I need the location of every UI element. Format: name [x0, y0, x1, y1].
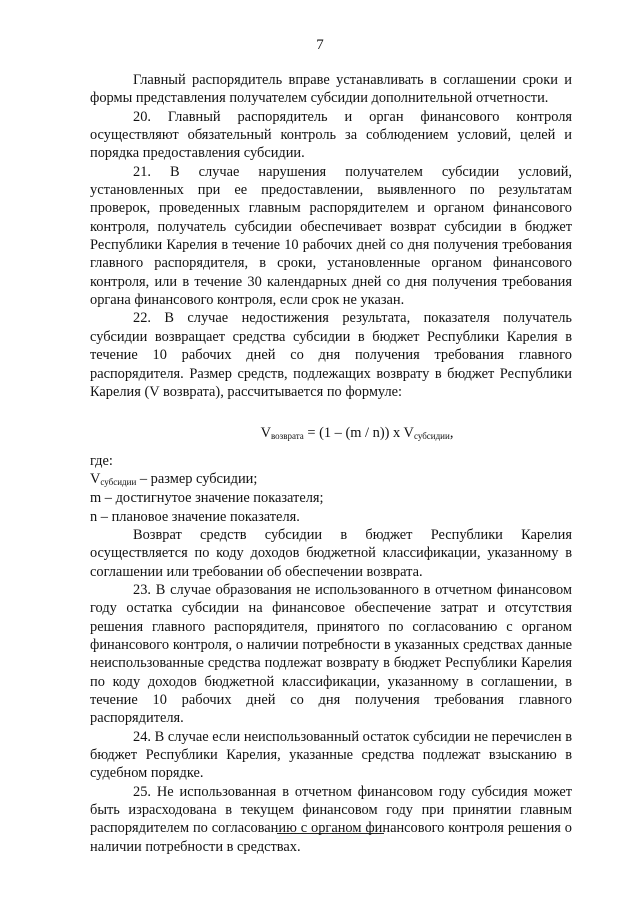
formula: [142, 424, 572, 443]
paragraph-24: 24. В случае если неиспользованный остаток субсидии не перечислен в бюджет Республики Карелия, указанные средства подлежат взысканию в судебном порядке.: [90, 728, 572, 782]
formula-tail: ,: [449, 425, 454, 442]
formula-v: V: [260, 425, 271, 442]
paragraph-22: 22. В случае недостижения результата, показателя получатель субсидии возвращает средства субсидии в бюджет Республики Карелия в течение 10 рабочих дней со дня получения требования главного распорядителя. Размер средств, подлежащих возврату в бюджет Республики Карелия (V возврата), рассчитывается по формуле:: [90, 310, 572, 400]
paragraph-23: 23. В случае образования не использованного в отчетном финансовом году остатка субсидии на финансовое обеспечение затрат и отсутствия решения главного распорядителя, принятого по согласованию с органом финансового контроля, о наличии потребности в указанных средствах данные неиспользованные средства подлежат возврату в бюджет Республики Карелия по коду доходов бюджетной классификации, указанному в соглашении, в течение 10 рабочих дней со дня получения требования главного распорядителя.: [90, 581, 572, 727]
where-n-line: n – плановое значение показателя.: [90, 508, 300, 525]
formula-body: = (1 – (m / n)) x V: [303, 425, 414, 442]
where-v-sub: субсидии: [100, 476, 137, 487]
where-v-line: [90, 470, 572, 489]
paragraph-25: 25. Не использованная в отчетном финансовом году субсидия может быть израсходована в текущем финансовом году при принятии главным распорядителем по согласованию с органом финансового контроля решения о наличии потребности в средствах.: [90, 783, 572, 855]
paragraph-reporting: Главный распорядитель вправе устанавливать в соглашении сроки и формы представления получателем субсидии дополнительной отчетности.: [90, 72, 572, 107]
where-m-line: m – достигнутое значение показателя;: [90, 490, 324, 507]
paragraph-return: Возврат средств субсидии в бюджет Республики Карелия осуществляется по коду доходов бюджетной классификации, указанному в соглашении или требовании об обеспечении возврата.: [90, 526, 572, 580]
where-v-symbol: V: [90, 470, 101, 487]
where-v-desc: – размер субсидии;: [136, 470, 258, 487]
paragraph-20: 20. Главный распорядитель и орган финансового контроля осуществляют обязательный контроль за соблюдением условий, целей и порядка предоставления субсидии.: [90, 108, 572, 162]
formula-sub-return: возврата: [270, 431, 304, 442]
where-label: где:: [90, 452, 113, 469]
paragraph-21: 21. В случае нарушения получателем субсидии условий, установленных при ее предоставлении, выявленного по результатам проверок, проведенных главным распорядителем и органом финансового контроля, получатель субсидии обеспечивает возврат субсидии в бюджет Республики Карелия в течение 10 рабочих дней со дня получения требования главного распорядителя, в сроки, установленные органом финансового контроля, или в течение 30 календарных дней со дня получения требования органа финансового контроля, если срок не указан.: [90, 163, 572, 309]
formula-sub-subsidy: субсидии: [413, 431, 450, 442]
closing-rule: [277, 833, 384, 834]
document-body: [90, 71, 572, 856]
page-number: 7: [316, 37, 324, 53]
